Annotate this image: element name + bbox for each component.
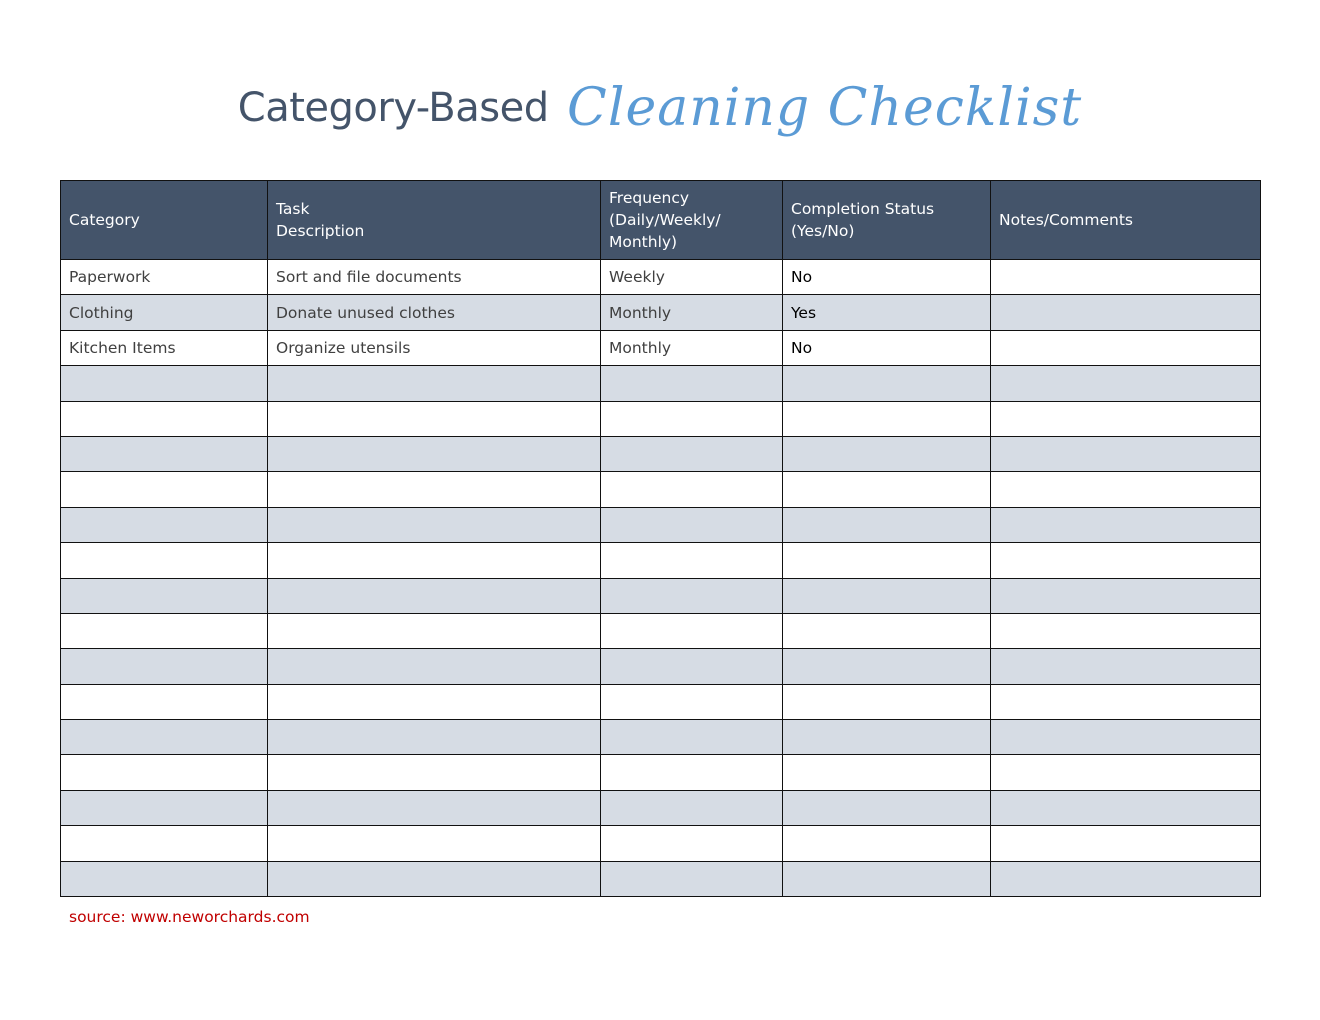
cell-notes[interactable] xyxy=(991,507,1261,542)
cell-task[interactable] xyxy=(268,613,601,648)
cell-task[interactable]: Sort and file documents xyxy=(268,260,601,295)
cell-notes[interactable] xyxy=(991,366,1261,401)
title-script: Cleaning Checklist xyxy=(567,78,1083,138)
table-row xyxy=(61,861,1261,896)
checklist-table xyxy=(60,180,1261,897)
cell-status[interactable] xyxy=(783,543,991,578)
cell-status[interactable] xyxy=(783,472,991,507)
cell-category[interactable] xyxy=(61,790,268,825)
header-status: Completion Status (Yes/No) xyxy=(783,181,991,260)
cell-status[interactable] xyxy=(783,578,991,613)
source-link[interactable]: source: www.neworchards.com xyxy=(69,908,310,926)
cell-task[interactable] xyxy=(268,720,601,755)
cell-category[interactable] xyxy=(61,578,268,613)
cell-category[interactable]: Paperwork xyxy=(61,260,268,295)
table-row xyxy=(61,472,1261,507)
cell-category[interactable] xyxy=(61,436,268,471)
header-task xyxy=(268,181,601,260)
cell-category[interactable] xyxy=(61,861,268,896)
cell-task[interactable] xyxy=(268,578,601,613)
cell-frequency[interactable]: Monthly xyxy=(601,295,783,330)
table-row xyxy=(61,366,1261,401)
cell-task[interactable] xyxy=(268,790,601,825)
header-notes: Notes/Comments xyxy=(991,181,1261,260)
cell-frequency[interactable] xyxy=(601,684,783,719)
cell-category[interactable] xyxy=(61,543,268,578)
table-row xyxy=(61,649,1261,684)
table-row xyxy=(61,260,1261,295)
cell-task[interactable] xyxy=(268,649,601,684)
cell-task[interactable] xyxy=(268,826,601,861)
cell-frequency[interactable] xyxy=(601,436,783,471)
table-row xyxy=(61,790,1261,825)
cell-frequency[interactable]: Weekly xyxy=(601,260,783,295)
cell-notes[interactable] xyxy=(991,401,1261,436)
cell-notes[interactable] xyxy=(991,436,1261,471)
cell-task[interactable] xyxy=(268,755,601,790)
cell-frequency[interactable]: Monthly xyxy=(601,330,783,365)
cell-notes[interactable] xyxy=(991,472,1261,507)
cell-category[interactable] xyxy=(61,401,268,436)
cell-category[interactable] xyxy=(61,507,268,542)
cell-status[interactable] xyxy=(783,826,991,861)
cell-status[interactable] xyxy=(783,649,991,684)
cell-frequency[interactable] xyxy=(601,401,783,436)
cell-frequency[interactable] xyxy=(601,720,783,755)
cell-frequency[interactable] xyxy=(601,826,783,861)
cell-notes[interactable] xyxy=(991,330,1261,365)
table-row xyxy=(61,613,1261,648)
header-category: Category xyxy=(61,181,268,260)
header-frequency: Frequency (Daily/Weekly/ Monthly) xyxy=(601,181,783,260)
cell-frequency[interactable] xyxy=(601,613,783,648)
table-row xyxy=(61,720,1261,755)
cell-notes[interactable] xyxy=(991,613,1261,648)
cell-notes[interactable] xyxy=(991,543,1261,578)
cell-status[interactable] xyxy=(783,507,991,542)
cell-task[interactable] xyxy=(268,507,601,542)
title-plain: Category-Based xyxy=(237,85,549,131)
cell-frequency[interactable] xyxy=(601,578,783,613)
cell-frequency[interactable] xyxy=(601,366,783,401)
cell-status[interactable] xyxy=(783,720,991,755)
table-row xyxy=(61,755,1261,790)
cell-task[interactable] xyxy=(268,401,601,436)
cell-category[interactable] xyxy=(61,649,268,684)
cell-notes[interactable] xyxy=(991,790,1261,825)
table-row xyxy=(61,826,1261,861)
cell-category[interactable]: Clothing xyxy=(61,295,268,330)
cell-status[interactable] xyxy=(783,613,991,648)
cell-notes[interactable] xyxy=(991,295,1261,330)
header-task-line2: Description xyxy=(276,222,365,240)
table-row xyxy=(61,578,1261,613)
cell-task[interactable] xyxy=(268,684,601,719)
cell-task[interactable] xyxy=(268,861,601,896)
cell-status[interactable] xyxy=(783,790,991,825)
cell-frequency[interactable] xyxy=(601,472,783,507)
cell-notes[interactable] xyxy=(991,755,1261,790)
page-title xyxy=(0,78,1320,138)
cell-status[interactable] xyxy=(783,755,991,790)
header-task-line1: Task xyxy=(276,200,310,218)
cell-status[interactable] xyxy=(783,684,991,719)
cell-task[interactable] xyxy=(268,366,601,401)
cell-task[interactable]: Donate unused clothes xyxy=(268,295,601,330)
cell-notes[interactable] xyxy=(991,578,1261,613)
cell-category[interactable] xyxy=(61,755,268,790)
table-row xyxy=(61,507,1261,542)
cell-frequency[interactable] xyxy=(601,861,783,896)
table-row xyxy=(61,436,1261,471)
cell-notes[interactable] xyxy=(991,720,1261,755)
cell-task[interactable] xyxy=(268,436,601,471)
header-row xyxy=(61,181,1261,260)
cell-frequency[interactable] xyxy=(601,507,783,542)
cell-task[interactable]: Organize utensils xyxy=(268,330,601,365)
cell-status[interactable]: Yes xyxy=(783,295,991,330)
cell-frequency[interactable] xyxy=(601,790,783,825)
cell-status[interactable]: No xyxy=(783,260,991,295)
cell-status[interactable] xyxy=(783,861,991,896)
cell-notes[interactable] xyxy=(991,649,1261,684)
cell-status[interactable] xyxy=(783,401,991,436)
table-row xyxy=(61,330,1261,365)
table-row xyxy=(61,401,1261,436)
table-row xyxy=(61,543,1261,578)
cell-category[interactable] xyxy=(61,613,268,648)
cell-frequency[interactable] xyxy=(601,649,783,684)
cell-status[interactable] xyxy=(783,436,991,471)
table-row xyxy=(61,295,1261,330)
cell-frequency[interactable] xyxy=(601,543,783,578)
cell-category[interactable] xyxy=(61,720,268,755)
cell-category[interactable] xyxy=(61,826,268,861)
cell-category[interactable] xyxy=(61,472,268,507)
cell-category[interactable] xyxy=(61,366,268,401)
cell-category[interactable] xyxy=(61,684,268,719)
cell-frequency[interactable] xyxy=(601,755,783,790)
cell-status[interactable] xyxy=(783,366,991,401)
cell-status[interactable]: No xyxy=(783,330,991,365)
cell-notes[interactable] xyxy=(991,826,1261,861)
cell-task[interactable] xyxy=(268,543,601,578)
cell-task[interactable] xyxy=(268,472,601,507)
table-row xyxy=(61,684,1261,719)
cell-notes[interactable] xyxy=(991,861,1261,896)
cell-notes[interactable] xyxy=(991,260,1261,295)
cell-notes[interactable] xyxy=(991,684,1261,719)
cell-category[interactable]: Kitchen Items xyxy=(61,330,268,365)
